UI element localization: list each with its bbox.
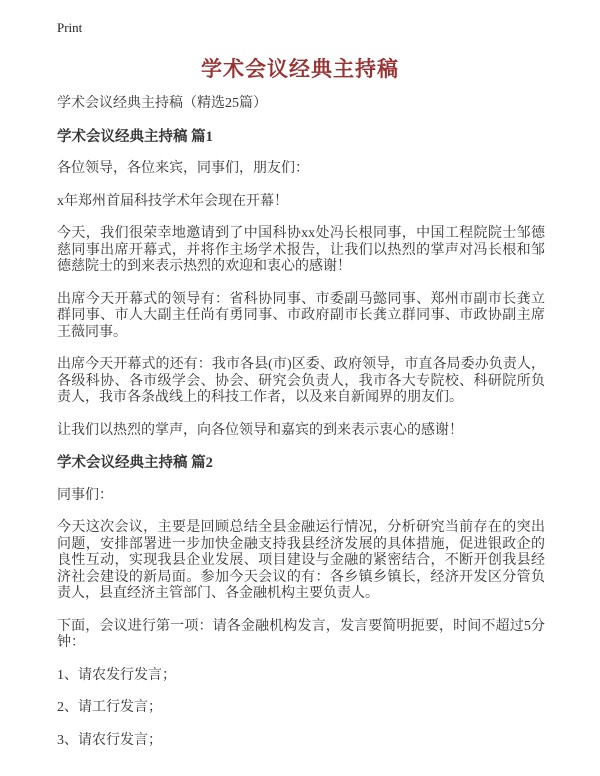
list-item: 1、请农发行发言；: [57, 667, 176, 683]
print-link[interactable]: Print: [57, 20, 83, 35]
document-body: [0, 96, 600, 749]
doc-subtitle: 学术会议经典主持稿（精选25篇）: [57, 96, 267, 111]
paragraph: 下面，会议进行第一项：请各金融机构发言，发言要简明扼要，时间不超过5分钟：: [57, 618, 545, 650]
list-item: 2、请工行发言；: [57, 700, 162, 715]
paragraph: 今天这次会议，主要是回顾总结全县金融运行情况，分析研究当前存在的突出问题，安排部署进一步加快金融支持我县经济发展的具体措施，促进银政企的良性互动，实现我县企业发展、项目建设与金融的紧密结合，不断开创我县经济社会建设的新局面。参加今天会议的有：各乡镇乡镇长，经济开发区分管负责人，县直经济主管部门、各金融机构主要负责人。: [57, 520, 545, 601]
paragraph: 让我们以热烈的掌声，向各位领导和嘉宾的到来表示衷心的感谢！: [57, 422, 463, 438]
page-title: 学术会议经典主持稿: [201, 57, 399, 81]
paragraph: x年郑州首届科技学术年会现在开幕！: [57, 193, 288, 209]
paragraph: 出席今天开幕式的还有：我市各县(市)区委、政府领导，市直各局委办负责人，各级科协、各市级学会、协会、研究会负责人，我市各大专院校、科研院所负责人，我市各条战线上的科技工作者，以及来自新闻界的朋友们。: [57, 357, 545, 405]
paragraph: 今天，我们很荣幸地邀请到了中国科协xx处冯长根同事，中国工程院院士邹德慈同事出席开幕式，并将作主场学术报告，让我们以热烈的掌声对冯长根和邹德慈院士的到来表示热烈的欢迎和衷心的感谢！: [57, 226, 545, 274]
paragraph: 各位领导，各位来宾，同事们，朋友们：: [57, 161, 309, 176]
section-heading-1: 学术会议经典主持稿 篇1: [57, 128, 213, 145]
list-item: 3、请农行发言；: [57, 732, 162, 748]
paragraph: 出席今天开幕式的领导有：省科协同事、市委副马懿同事、郑州市副市长龚立群同事、市人大副主任尚有勇同事、市政府副市长龚立群同事、市政协副主席王薇同事。: [57, 291, 545, 340]
section-heading-2: 学术会议经典主持稿 篇2: [57, 455, 213, 471]
paragraph: 同事们：: [57, 487, 113, 503]
